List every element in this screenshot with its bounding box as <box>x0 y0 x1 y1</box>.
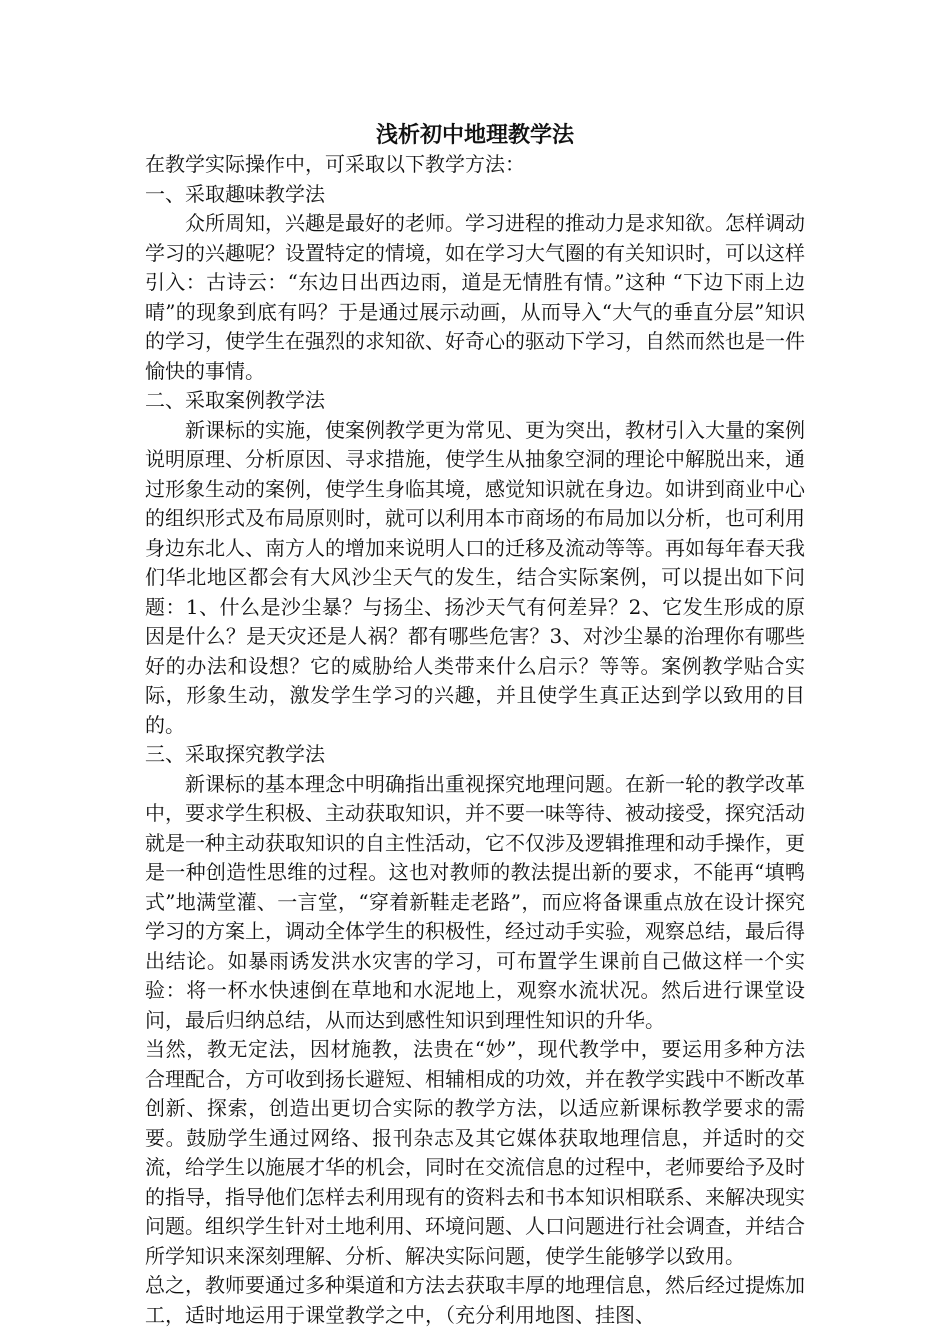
intro-text: 在教学实际操作中，可采取以下教学方法： <box>145 152 525 176</box>
closing-paragraph-2: 总之，教师要通过多种渠道和方法去获取丰厚的地理信息，然后经过提炼加工，适时地运用于课堂教学之中，（充分利用地图、挂图、 <box>145 1273 805 1327</box>
closing-paragraph-1: 当然，教无定法，因材施教，法贵在“妙”，现代教学中，要运用多种方法合理配合，方可收到扬长避短、相辅相成的功效，并在教学实践中不断改革创新、探索，创造出更切合实际的教学方法，以适应新课标教学要求的需要。鼓励学生通过网络、报刊杂志及其它媒体获取地理信息，并适时的交流，给学生以施展才华的机会，同时在交流信息的过程中，老师要给予及时的指导，指导他们怎样去利用现有的资料去和书本知识相联系、来解决现实问题。组织学生针对土地利用、环境问题、人口问题进行社会调查，并结合所学知识来深刻理解、分析、解决实际问题，使学生能够学以致用。 <box>145 1037 805 1268</box>
section-body-2: 新课标的实施，使案例教学更为常见、更为突出，教材引入大量的案例说明原理、分析原因、寻求措施，使学生从抽象空洞的理论中解脱出来，通过形象生动的案例，使学生身临其境，感觉知识就在身边。如讲到商业中心的组织形式及布局原则时，就可以利用本市商场的布局加以分析，也可利用身边东北人、南方人的增加来说明人口的迁移及流动等等。再如每年春天我们华北地区都会有大风沙尘天气的发生，结合实际案例，可以提出如下问题：1、什么是沙尘暴？与扬尘、扬沙天气有何差异？2、它发生形成的原因是什么？是天灾还是人祸？都有哪些危害？3、对沙尘暴的治理你有哪些好的办法和设想？它的威胁给人类带来什么启示？等等。案例教学贴合实际，形象生动，激发学生学习的兴趣，并且使学生真正达到学以致用的目的。 <box>145 417 805 737</box>
section-body-3: 新课标的基本理念中明确指出重视探究地理问题。在新一轮的教学改革中，要求学生积极、主动获取知识，并不要一味等待、被动接受，探究活动就是一种主动获取知识的自主性活动，它不仅涉及逻辑推理和动手操作，更是一种创造性思维的过程。这也对教师的教法提出新的要求，不能再“填鸭式”地满堂灌、一言堂，“穿着新鞋走老路”，而应将备课重点放在设计探究学习的方案上，调动全体学生的积极性，经过动手实验，观察总结，最后得出结论。如暴雨诱发洪水灾害的学习，可布置学生课前自己做这样一个实验：将一杯水快速倒在草地和水泥地上，观察水流状况。然后进行课堂设问，最后归纳总结，从而达到感性知识到理性知识的升华。 <box>145 771 805 1032</box>
section-heading-2: 二、采取案例教学法 <box>145 388 325 412</box>
section-heading-1: 一、采取趣味教学法 <box>145 181 325 206</box>
section-body-1: 众所周知，兴趣是最好的老师。学习进程的推动力是求知欲。怎样调动学习的兴趣呢？设置特定的情境，如在学习大气圈的有关知识时，可以这样引入：古诗云：“东边日出西边雨，道是无情胜有情。”这种 “下边下雨上边晴”的现象到底有吗？于是通过展示动画，从而导入“大气的垂直分层”知识的学习，使学生在强烈的求知欲、好奇心的驱动下学习，自然而然也是一件愉快的事情。 <box>145 211 805 383</box>
section-heading-3: 三、采取探究教学法 <box>145 742 325 766</box>
document-page <box>145 120 805 1330</box>
document-title: 浅析初中地理教学法 <box>375 122 574 148</box>
